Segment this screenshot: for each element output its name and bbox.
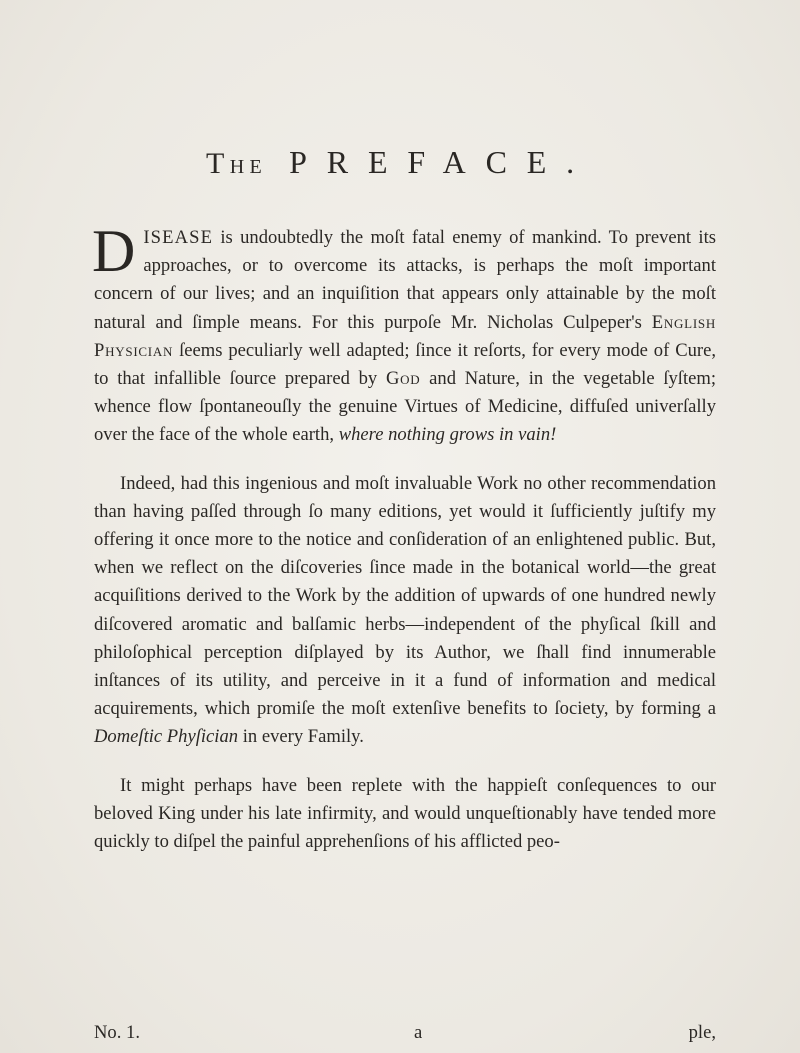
paragraph-2-text-a: Indeed, had this ingenious and moſt invaluable Work no other recommendation than having paſſed through ſo many editions, yet would it ſufficiently juſtify my offering it once more to the notice and conſideration of an enlightened public. But, when we reflect on the diſcoveries ſince made in the botanical world—the great acquiſitions derived to the Work by the addition of upwards of one hundred newly diſcovered aromatic and balſamic herbs—independent of the phyſical ſkill and philoſophical perception diſplayed by its Author, we ſhall find innumerable inſtances of its utility, and perceive in it a fund of information and medical acquirements, which promiſe the moſt extenſive benefits to ſociety, by forming a [94, 472, 716, 720]
domestic-physician-title: Domeſtic Phyſician [94, 726, 239, 748]
paragraph-1-text-b: ſeems peculiarly well adapted; ſince it reſorts, for every mode of Cure, to that infallible ſource prepared by [94, 339, 716, 390]
paragraph-1-text-a: is undoubtedly the moſt fatal enemy of mankind. To prevent its approaches, or to overcome its attacks, is perhaps the moſt important concern of our lives; and an inquiſition that appears only attainable by the moſt natural and ſimple means. For this purpoſe Mr. Nicholas Culpeper's [94, 227, 716, 333]
title-preface: PREFACE. [289, 144, 595, 180]
god-word: God [385, 368, 421, 390]
title-the [206, 147, 267, 180]
lead-word: ISEASE [143, 227, 214, 248]
catchword: ple, [688, 1022, 716, 1043]
english-physician-title: English Physician [94, 311, 716, 361]
signature-mark: a [414, 1022, 423, 1043]
paragraph-1-text-c: and Nature, in the vegetable ſyſtem; whence flow ſpontaneouſly the genuine Virtues of Medicine, diffuſed univerſally over the face of the whole earth, [94, 368, 716, 446]
issue-number: No. 1. [94, 1022, 140, 1043]
preface-body [92, 218, 716, 856]
paragraph-2-text-b: in every Family. [238, 726, 364, 748]
paragraph-3-text: It might perhaps have been replete with the happieſt conſequences to our beloved King under his late infirmity, and would unqueſtionably have tended more quickly to diſpel the painful apprehenſions of his afflicted peo- [94, 774, 716, 853]
page-title [0, 144, 800, 181]
drop-cap: D [92, 218, 136, 284]
title-the-rest: HE [229, 156, 268, 178]
title-the-initial: T [205, 147, 230, 180]
paragraph-3 [94, 772, 716, 857]
paragraph-1-italic: where nothing grows in vain! [338, 424, 557, 446]
paragraph-1 [92, 218, 716, 450]
paragraph-2 [94, 470, 716, 752]
